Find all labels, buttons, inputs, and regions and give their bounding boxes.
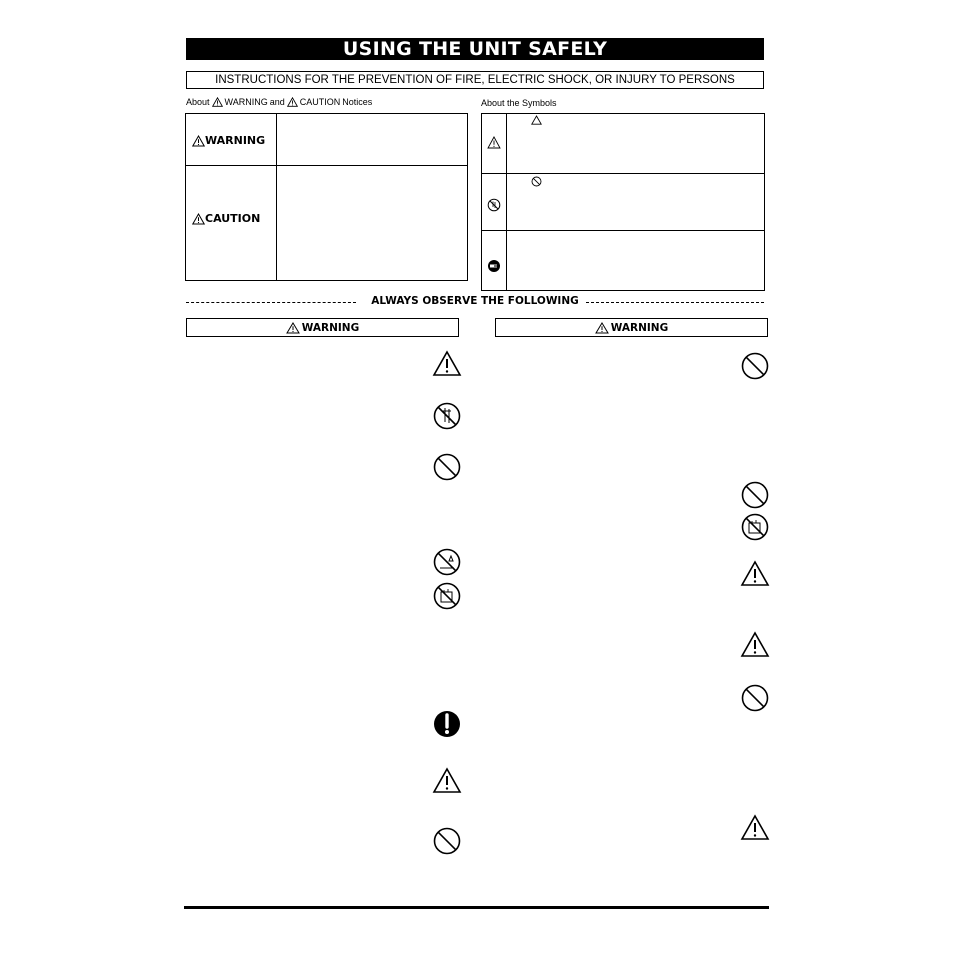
page-title	[186, 38, 764, 60]
caution-triangle-icon	[740, 559, 770, 589]
caution-triangle-icon	[432, 349, 462, 379]
table-divider	[186, 165, 467, 166]
unplug-icon	[487, 259, 501, 273]
left-warning-label: WARNING	[301, 321, 360, 334]
right-warning-label: WARNING	[610, 321, 669, 334]
prohibited-icon	[432, 452, 462, 482]
caution-triangle-icon	[432, 766, 462, 796]
caution-triangle-icon	[487, 136, 501, 149]
symbols-table	[481, 113, 765, 291]
right-warning-header	[495, 318, 768, 337]
caution-triangle-outline-icon	[531, 115, 542, 125]
caution-badge	[192, 212, 260, 225]
table-divider	[482, 173, 764, 174]
notices-caption-warning: WARNING	[224, 97, 268, 107]
bottom-rule	[184, 906, 769, 909]
notices-caption-prefix: About	[186, 97, 210, 107]
mandatory-icon	[432, 709, 462, 739]
caution-triangle-icon	[287, 97, 298, 107]
caution-triangle-icon	[740, 630, 770, 660]
warning-badge-label: WARNING	[205, 134, 266, 147]
dashed-rule	[586, 302, 764, 303]
symbols-caption-text: About the Symbols	[481, 98, 557, 108]
prohibited-outline-icon	[531, 176, 542, 187]
table-divider	[482, 230, 764, 231]
no-disassemble-icon	[432, 401, 462, 431]
caution-triangle-icon	[212, 97, 223, 107]
no-water-icon	[432, 547, 462, 577]
caution-triangle-icon	[286, 322, 300, 334]
no-disassemble-icon	[487, 198, 501, 212]
caution-triangle-icon	[192, 213, 205, 225]
observe-divider	[186, 295, 764, 309]
observe-label: ALWAYS OBSERVE THE FOLLOWING	[371, 295, 579, 307]
notices-caption-caution: CAUTION	[299, 97, 341, 107]
caution-triangle-icon	[740, 813, 770, 843]
dashed-rule	[186, 302, 356, 303]
table-divider	[506, 114, 507, 290]
instructions-text: INSTRUCTIONS FOR THE PREVENTION OF FIRE, ELECTRIC SHOCK, OR INJURY TO PERSONS	[215, 74, 735, 86]
table-divider	[276, 114, 277, 280]
instructions-banner	[186, 71, 764, 89]
prohibited-icon	[432, 826, 462, 856]
prohibited-icon	[740, 683, 770, 713]
notices-caption-suffix: Notices	[342, 97, 373, 107]
notices-caption	[186, 97, 372, 107]
page-title-text: USING THE UNIT SAFELY	[342, 38, 608, 60]
symbols-caption	[481, 98, 557, 108]
no-moisture-icon	[432, 581, 462, 611]
no-moisture-icon	[740, 512, 770, 542]
caution-triangle-icon	[595, 322, 609, 334]
left-warning-header	[186, 318, 459, 337]
prohibited-icon	[740, 480, 770, 510]
prohibited-icon	[740, 351, 770, 381]
caution-triangle-icon	[192, 135, 205, 147]
warning-badge	[192, 134, 265, 147]
notices-table	[185, 113, 468, 281]
caution-badge-label: CAUTION	[205, 212, 261, 225]
notices-caption-and: and	[269, 97, 285, 107]
